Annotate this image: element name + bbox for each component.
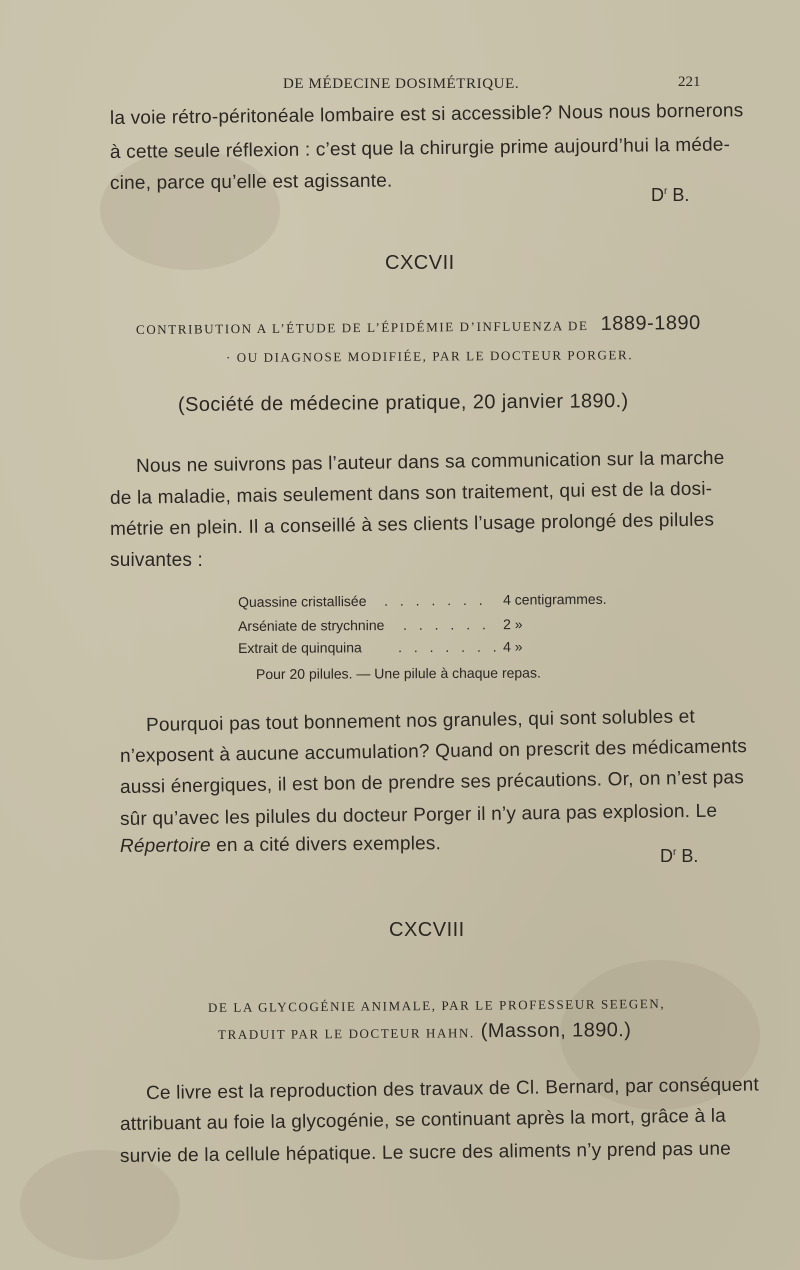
section-title: DE LA GLYCOGÉNIE ANIMALE, PAR LE PROFESSEUR SEEGEN,	[207, 996, 666, 1015]
paragraph-line: Nous ne suivrons pas l’auteur dans sa communication sur la marche	[135, 447, 725, 477]
section-title-line-2	[218, 1019, 631, 1045]
signature: $D^r$ B.	[660, 846, 699, 866]
running-header: DE MÉDECINE DOSIMÉTRIQUE.	[283, 76, 520, 92]
paragraph-line: survie de la cellule hépatique. Le sucre des aliments n’y prend pas une	[119, 1138, 732, 1167]
section-title	[136, 312, 701, 340]
formula-ingredient: Extrait de quinquina	[238, 639, 362, 656]
section-title-text: CONTRIBUTION A L’ÉTUDE DE L’ÉPIDÉMIE D’INFLUENZA DE	[135, 318, 589, 337]
paragraph-line: Ce livre est la reproduction des travaux de Cl. Bernard, par conséquent	[145, 1074, 760, 1104]
section-source: (Société de médecine pratique, 20 janvier 1890.)	[177, 390, 629, 416]
formula-row	[238, 615, 638, 634]
paragraph-line: suivantes :	[110, 550, 204, 571]
intro-line-3: cine, parce qu’elle est agissante.	[109, 170, 393, 194]
section-title-text: TRADUIT PAR LE DOCTEUR HAHN.	[217, 1025, 475, 1042]
intro-line-1: la voie rétro-péritonéale lombaire est si accessible? Nous nous bornerons	[109, 100, 744, 129]
formula-row	[238, 638, 638, 656]
page-number: 221	[678, 74, 701, 90]
section-number: CXCVII	[385, 252, 455, 274]
paper-stain	[100, 150, 280, 270]
section-title-line-2: · OU DIAGNOSE MODIFIÉE, PAR LE DOCTEUR PORGER.	[225, 347, 634, 365]
section-title-year: 1889-1890	[600, 312, 701, 335]
formula-ingredient: Quassine cristallisée	[238, 592, 367, 610]
paragraph-line: aussi énergiques, il est bon de prendre ses précautions. Or, on n’est pas	[119, 767, 745, 798]
section-number: CXCVIII	[389, 919, 465, 941]
paragraph-line: n’exposent à aucune accumulation? Quand on prescrit des médicaments	[119, 736, 748, 767]
prescription-formula	[238, 590, 638, 694]
formula-ingredient: Arséniate de strychnine	[238, 616, 385, 634]
formula-quantity: 4 »	[502, 638, 523, 655]
paragraph-line: métrie en plein. Il a conseillé à ses clients l’usage prolongé des pilules	[109, 509, 715, 540]
paragraph-line: attribuant au foie la glycogénie, se continuant après la mort, grâce à la	[119, 1105, 727, 1135]
formula-leader: . . . . . . .	[383, 591, 487, 609]
formula-row	[238, 590, 638, 610]
book-title: Répertoire	[119, 835, 211, 857]
formula-leader: . . . . . .	[402, 616, 490, 633]
paragraph-line: de la maladie, mais seulement dans son traitement, qui est de la dosi-	[109, 478, 713, 509]
paragraph-line: Répertoire en a cité divers exemples.	[119, 833, 442, 857]
formula-note: Pour 20 pilules. — Une pilule à chaque repas.	[255, 664, 541, 682]
formula-leader: . . . . . . .	[397, 638, 501, 656]
signature: $D^r$ B.	[651, 185, 690, 205]
formula-quantity: 2 »	[502, 616, 523, 633]
formula-quantity: 4 centigrammes.	[502, 590, 607, 608]
paragraph-line: sûr qu’avec les pilules du docteur Porger il n’y aura pas explosion. Le	[119, 800, 718, 830]
intro-line-2: à cette seule réflexion : c’est que la chirurgie prime aujourd’hui la méde-	[109, 134, 731, 163]
paragraph-line: Pourquoi pas tout bonnement nos granules, qui sont solubles et	[145, 706, 696, 736]
section-title-publisher: (Masson, 1890.)	[474, 1019, 632, 1043]
